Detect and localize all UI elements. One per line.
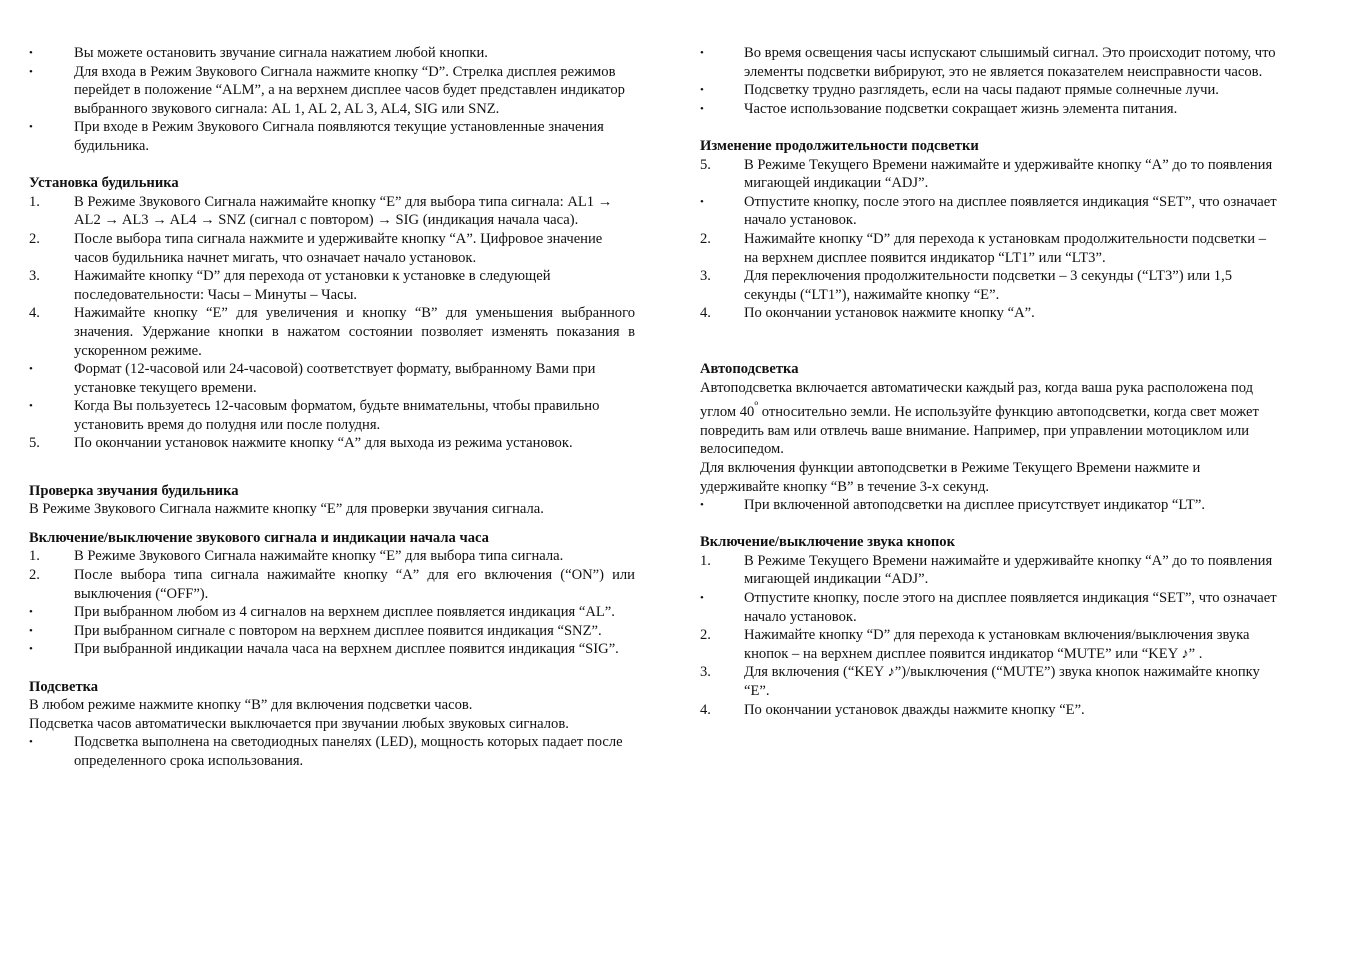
list-marker: 4. [700,305,711,322]
list-item-text: В Режиме Звукового Сигнала нажимайте кнопку “E” для выбора типа сигнала. [74,548,564,565]
list-item [29,267,635,304]
list-item [700,193,1280,230]
list-item-text [744,626,1280,663]
list-marker: • [700,84,704,97]
list-marker: 3. [700,664,711,681]
section-heading-alarm-toggle: Включение/выключение звукового сигнала и индикации начала часа [29,529,489,546]
key-sound-list [700,552,1280,719]
list-item [700,552,1280,589]
list-marker: 1. [29,548,40,565]
list-item-text: При входе в Режим Звукового Сигнала появляются текущие установленные значения будильника. [74,119,604,154]
list-marker: 4. [700,701,711,718]
list-item [700,304,1280,323]
text-part: Нажимайте кнопку “D” для перехода к установкам включения/выключения звука кнопок – на верхнем дисплее появится индикатор “MUTE” или “KEY [744,627,1250,662]
list-item-text: Когда Вы пользуетесь 12-часовым форматом, будьте внимательны, чтобы правильно установить время до полудня или после полудня. [74,398,600,433]
list-marker: • [29,363,33,376]
backlight-duration-list [700,156,1280,323]
list-item-text: Вы можете остановить звучание сигнала нажатием любой кнопки. [74,45,488,61]
list-item-text [744,663,1280,700]
list-item [700,701,1280,720]
list-item [29,566,635,603]
text-part: ” . [1188,645,1203,662]
list-marker: 5. [700,156,711,173]
list-item [29,622,635,641]
paragraph-part: относительно земли. Не используйте функцию автоподсветки, когда свет может повредить вам или отвлечь ваше внимание. Например, при управлении мотоциклом или велосипедом. [700,404,1259,458]
list-marker: 2. [700,627,711,644]
list-item-text: Частое использование подсветки сокращает жизнь элемента питания. [744,100,1178,117]
paragraph: В любом режиме нажмите кнопку “B” для включения подсветки часов. [29,697,473,714]
list-item [29,230,635,267]
degree-sign: º [754,399,759,414]
list-item [700,230,1280,267]
list-item-text: В Режиме Текущего Времени нажимайте и удерживайте кнопку “A” до то появления мигающей индикации “ADJ”. [744,552,1273,588]
paragraph-part: Автоподсветка включается автоматически каждый раз, когда ваша рука расположена под углом 40 [700,379,1254,421]
list-item-text: Подсветка выполнена на светодиодных панелях (LED), мощность которых падает после определенного срока использования. [74,734,623,769]
list-item-text: Отпустите кнопку, после этого на дисплее появляется индикация “SET”, что означает начало установок. [744,193,1277,229]
left-column [29,44,635,771]
list-item [700,626,1280,663]
list-item [29,603,635,622]
music-note-icon: ♪ [1181,645,1189,662]
paragraph: Для включения функции автоподсветки в Режиме Текущего Времени нажмите и удерживайте кнопку “B” в течение 3-х секунд. [700,459,1201,495]
list-marker: • [700,499,704,512]
list-item-text: Нажимайте кнопку “E” для увеличения и кнопку “B” для уменьшения выбранного значения. Удержание кнопки в нажатом состоянии позволяет изменять показания в ускоренном режиме. [74,305,635,359]
list-marker: 2. [700,230,711,247]
list-item-text: При выбранном сигнале с повтором на верхнем дисплее появится индикация “SNZ”. [74,622,602,639]
list-marker: • [700,47,704,59]
list-item [29,44,635,63]
list-marker: 3. [700,268,711,285]
list-marker: • [29,400,33,413]
list-item [29,397,635,434]
alarm-toggle-list [29,547,635,659]
list-item [700,156,1280,193]
list-marker: 1. [29,193,40,210]
list-marker: • [700,592,704,605]
list-item [700,496,1280,515]
list-item [700,44,1280,81]
list-item-text: Нажимайте кнопку “D” для перехода к установкам продолжительности подсветки – на верхнем дисплее появится индикатор “LT1” или “LT3”. [744,230,1267,266]
list-item-text: По окончании установок нажмите кнопку “A”. [744,305,1035,322]
list-marker: 5. [29,435,40,452]
list-marker: • [29,643,33,656]
list-marker: • [29,606,33,619]
right-column [700,44,1280,719]
list-item-text: Отпустите кнопку, после этого на дисплее появляется индикация “SET”, что означает начало установок. [744,590,1277,625]
bullet-marker: • [29,47,33,59]
list-item-text: При выбранном любом из 4 сигналов на верхнем дисплее появляется индикация “AL”. [74,604,615,621]
list-item [29,118,635,155]
section-heading-key-sound: Включение/выключение звука кнопок [700,534,956,551]
section-heading-backlight: Подсветка [29,678,99,695]
list-item-text: После выбора типа сигнала нажимайте кнопку “A” для его включения (“ON”) или выключения (“OFF”). [74,567,635,602]
list-item-text: Для переключения продолжительности подсветки – 3 секунды (“LT3”) или 1,5 секунды (“LT1”), нажимайте кнопку “E”. [744,268,1233,303]
list-marker: 1. [700,552,711,569]
list-marker: 4. [29,305,40,322]
list-item-text: При выбранной индикации начала часа на верхнем дисплее появится индикация “SIG”. [74,641,619,658]
alarm-setting-list [29,193,635,453]
list-item-text: По окончании установок дважды нажмите кнопку “E”. [744,701,1085,718]
paragraph [700,379,1280,459]
section-heading-alarm-setting: Установка будильника [29,175,179,192]
list-item [29,434,635,453]
paragraph: Подсветка часов автоматически выключается при звучании любых звуковых сигналов. [29,715,569,732]
list-item [29,547,635,566]
list-item [29,733,635,770]
list-marker: 2. [29,230,40,247]
bullet-marker: • [29,65,33,78]
list-item [29,63,635,119]
list-item-text: Нажимайте кнопку “D” для перехода от установки к установке в следующей последовательности: Часы – Минуты – Часы. [74,268,551,303]
list-marker: • [700,195,704,208]
list-item [700,100,1280,119]
list-item-text: После выбора типа сигнала нажмите и удерживайте кнопку “A”. Цифровое значение часов будильника начнет мигать, что означает начало установок. [74,230,603,266]
list-marker: 3. [29,268,40,285]
text-part: ”)/выключения (“MUTE”) звука кнопок нажимайте кнопку “E”. [744,664,1260,700]
paragraph: В Режиме Звукового Сигнала нажмите кнопку “E” для проверки звучания сигнала. [29,501,544,518]
list-item [29,360,635,397]
bullet-marker: • [29,121,33,134]
list-marker: • [29,624,33,637]
list-item [29,640,635,659]
list-item-text: Для входа в Режим Звукового Сигнала нажмите кнопку “D”. Стрелка дисплея режимов перейдет в положение “ALM”, а на верхнем дисплее часов будет представлен индикатор выбранного звукового сигнала: AL 1, AL 2, AL 3, AL4, SIG или SNZ. [74,63,625,117]
list-item-text: В Режиме Текущего Времени нажимайте и удерживайте кнопку “A” до то появления мигающей индикации “ADJ”. [744,156,1273,192]
list-item-text: Подсветку трудно разглядеть, если на часы падают прямые солнечные лучи. [744,82,1219,99]
list-item-text: По окончании установок нажмите кнопку “A” для выхода из режима установок. [74,435,573,452]
list-item [700,589,1280,626]
section-heading-backlight-duration: Изменение продолжительности подсветки [700,137,979,154]
list-item-text: При включенной автоподсветки на дисплее присутствует индикатор “LT”. [744,497,1205,514]
list-item [29,193,635,230]
text-part: Для включения (“KEY [744,664,888,681]
list-item-text: В Режиме Звукового Сигнала нажимайте кнопку “E” для выбора типа сигнала: AL1 → AL2 → AL3 → AL4 → SNZ (сигнал с повтором) → SIG (индикация начала часа). [74,193,613,229]
list-marker: 2. [29,567,40,584]
list-marker: • [700,102,704,115]
list-item [700,81,1280,100]
section-heading-auto-backlight: Автоподсветка [700,361,799,378]
section-heading-alarm-check: Проверка звучания будильника [29,482,239,499]
list-marker: • [29,736,33,749]
list-item-text: Формат (12-часовой или 24-часовой) соответствует формату, выбранному Вами при установке текущего времени. [74,361,596,396]
list-item-text: Во время освещения часы испускают слышимый сигнал. Это происходит потому, что элементы подсветки вибрируют, это не является показателем неисправности часов. [744,45,1276,80]
list-item [29,304,635,360]
list-item [700,267,1280,304]
music-note-icon: ♪ [887,664,895,681]
list-item [700,663,1280,700]
